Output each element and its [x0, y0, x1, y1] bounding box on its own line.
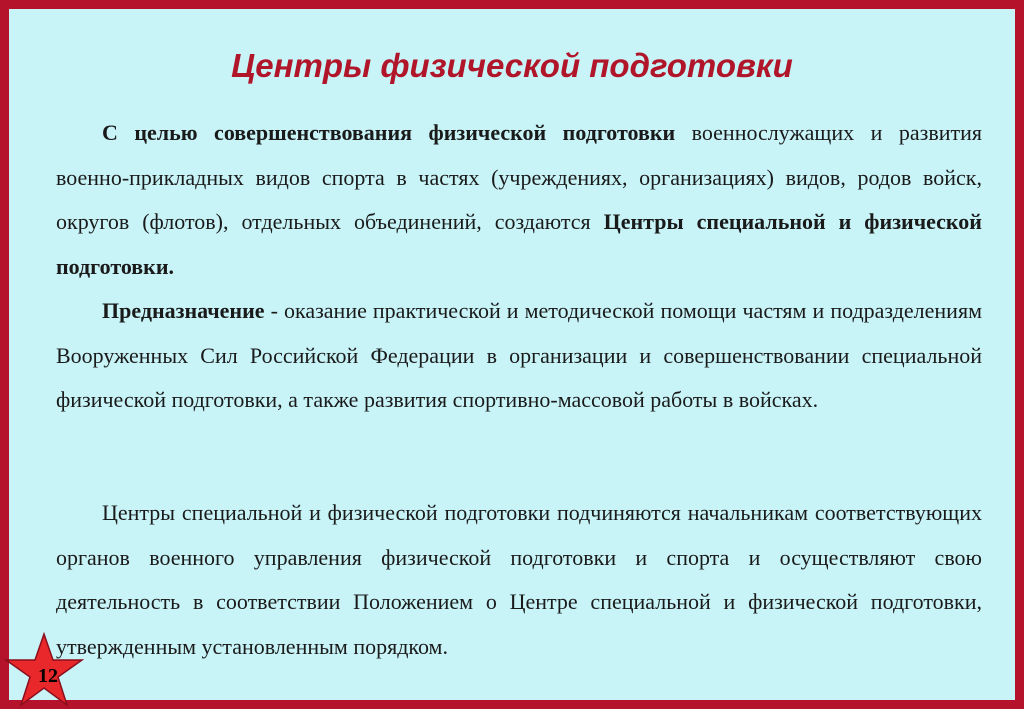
- paragraph-purpose: [56, 111, 982, 289]
- paragraph-text: военнослужащих и развития военно-прикладных видов спорта в частях (учреждениях, организациях) видов, родов войск, округов (флотов), отдельных объединений, создаются: [56, 120, 982, 234]
- text-block-subordination: [56, 491, 982, 669]
- paragraph-end-bold: Центры специальной и физической подготовки.: [56, 209, 982, 279]
- paragraph-lead-bold: С целью совершенствования физической подготовки: [102, 120, 676, 145]
- paragraph-text: - оказание практической и методической помощи частям и подразделениям Вооруженных Сил Российской Федерации в организации и совершенствовании специальной физической подготовки, а также развития спортивно-массовой работы в войсках.: [56, 298, 982, 412]
- paragraph-lead-bold: Предназначение: [102, 298, 265, 323]
- page-number: 12: [38, 665, 58, 687]
- slide-title: Центры физической подготовки: [231, 47, 793, 84]
- slide-content: [9, 9, 1015, 700]
- paragraph-mission: [56, 289, 982, 423]
- text-block-main: [56, 111, 982, 423]
- paragraph-subordination: Центры специальной и физической подготовки подчиняются начальникам соответствующих органов военного управления физической подготовки и спорта и осуществляют свою деятельность в соответствии Положением о Центре специальной и физической подготовки, утвержденным установленным порядком.: [56, 500, 982, 659]
